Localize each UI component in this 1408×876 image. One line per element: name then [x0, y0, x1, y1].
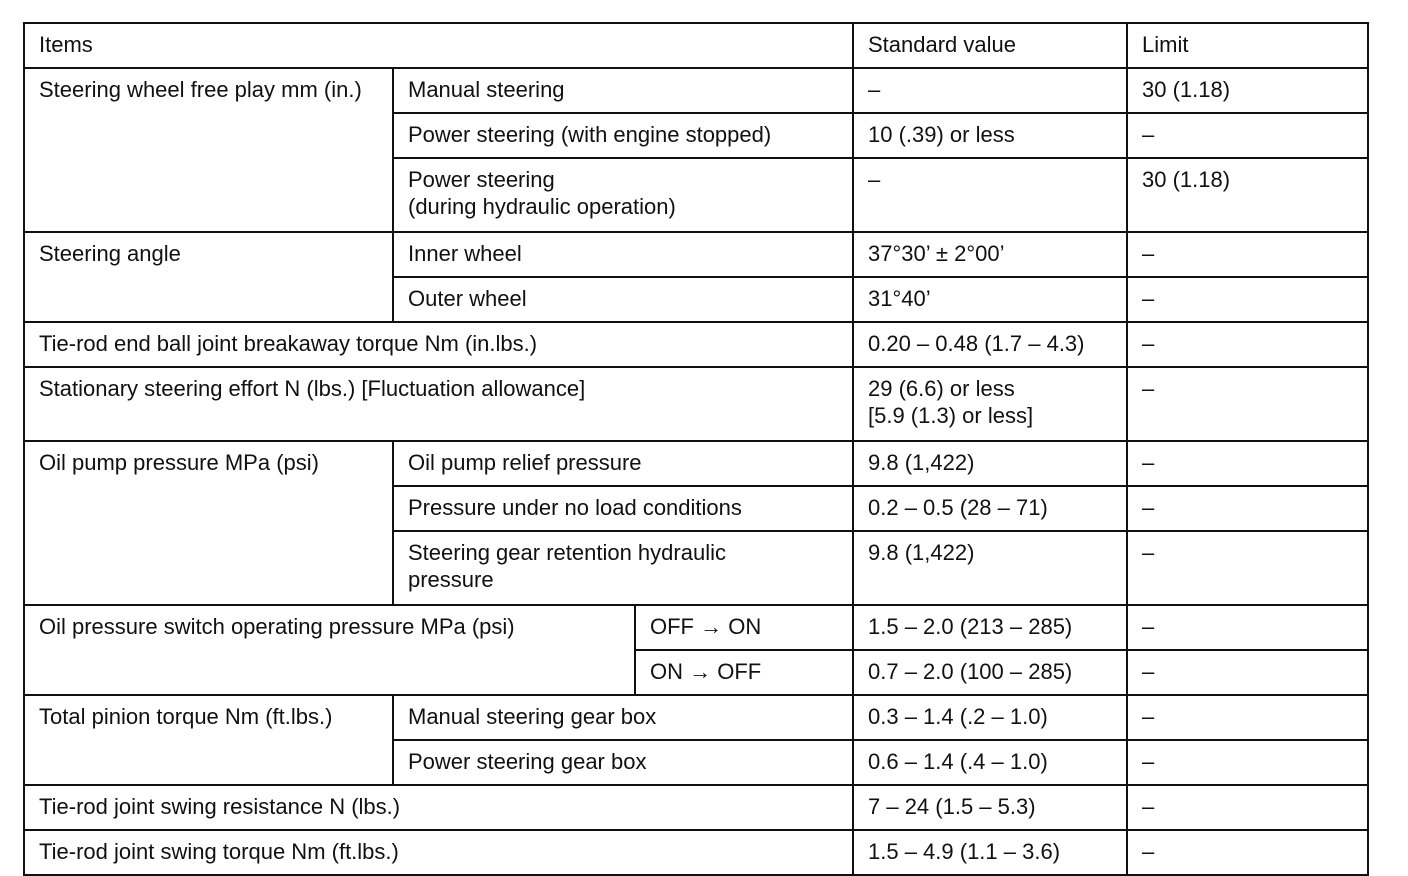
steering-angle-inner-item: Inner wheel — [393, 232, 853, 277]
oil-switch-on-off-limit: – — [1127, 650, 1368, 695]
free-play-manual-item: Manual steering — [393, 68, 853, 113]
swing-resistance-standard: 7 – 24 (1.5 – 5.3) — [853, 785, 1127, 830]
steering-angle-outer-standard: 31°40’ — [853, 277, 1127, 322]
oil-switch-label: Oil pressure switch operating pressure MPa (psi) — [24, 605, 635, 695]
pinion-torque-manual-limit: – — [1127, 695, 1368, 740]
tie-rod-end-standard: 0.20 – 0.48 (1.7 – 4.3) — [853, 322, 1127, 367]
oil-pump-retention-limit: – — [1127, 531, 1368, 605]
table-row — [24, 367, 1368, 441]
tie-rod-end-label: Tie-rod end ball joint breakaway torque Nm (in.lbs.) — [24, 322, 853, 367]
table-row — [24, 695, 1368, 740]
free-play-power-hydraulic-standard: – — [853, 158, 1127, 232]
stationary-effort-standard — [853, 367, 1127, 441]
header-items: Items — [24, 23, 853, 68]
oil-pump-retention-line1: Steering gear retention hydraulic — [408, 540, 726, 565]
oil-pump-retention-item — [393, 531, 853, 605]
table-row — [24, 605, 1368, 650]
pinion-torque-power-limit: – — [1127, 740, 1368, 785]
service-spec-table — [23, 22, 1369, 876]
steering-angle-inner-standard: 37°30’ ± 2°00’ — [853, 232, 1127, 277]
steering-angle-outer-item: Outer wheel — [393, 277, 853, 322]
free-play-power-hydraulic-item — [393, 158, 853, 232]
oil-pump-retention-line2: pressure — [408, 567, 494, 592]
table-row — [24, 830, 1368, 875]
swing-torque-limit: – — [1127, 830, 1368, 875]
free-play-label: Steering wheel free play mm (in.) — [24, 68, 393, 232]
oil-pump-relief-limit: – — [1127, 441, 1368, 486]
free-play-power-hydraulic-limit: 30 (1.18) — [1127, 158, 1368, 232]
table-row — [24, 785, 1368, 830]
oil-pump-relief-standard: 9.8 (1,422) — [853, 441, 1127, 486]
swing-resistance-label: Tie-rod joint swing resistance N (lbs.) — [24, 785, 853, 830]
oil-pump-no-load-standard: 0.2 – 0.5 (28 – 71) — [853, 486, 1127, 531]
free-play-manual-limit: 30 (1.18) — [1127, 68, 1368, 113]
table-row — [24, 322, 1368, 367]
oil-switch-off-on-limit: – — [1127, 605, 1368, 650]
free-play-power-stopped-item: Power steering (with engine stopped) — [393, 113, 853, 158]
free-play-power-stopped-standard: 10 (.39) or less — [853, 113, 1127, 158]
steering-angle-outer-limit: – — [1127, 277, 1368, 322]
oil-pump-label: Oil pump pressure MPa (psi) — [24, 441, 393, 605]
header-standard-value: Standard value — [853, 23, 1127, 68]
free-play-power-hydraulic-line2: (during hydraulic operation) — [408, 194, 676, 219]
oil-switch-off-on-standard: 1.5 – 2.0 (213 – 285) — [853, 605, 1127, 650]
tie-rod-end-limit: – — [1127, 322, 1368, 367]
table-row — [24, 441, 1368, 486]
swing-torque-label: Tie-rod joint swing torque Nm (ft.lbs.) — [24, 830, 853, 875]
free-play-manual-standard: – — [853, 68, 1127, 113]
swing-torque-standard: 1.5 – 4.9 (1.1 – 3.6) — [853, 830, 1127, 875]
header-limit: Limit — [1127, 23, 1368, 68]
table-header-row — [24, 23, 1368, 68]
stationary-effort-standard-line1: 29 (6.6) or less — [868, 376, 1015, 401]
pinion-torque-power-standard: 0.6 – 1.4 (.4 – 1.0) — [853, 740, 1127, 785]
oil-pump-relief-item: Oil pump relief pressure — [393, 441, 853, 486]
stationary-effort-standard-line2: [5.9 (1.3) or less] — [868, 403, 1034, 428]
free-play-power-stopped-limit: – — [1127, 113, 1368, 158]
table-row — [24, 68, 1368, 113]
oil-switch-off-on-item: OFF → ON — [635, 605, 853, 650]
swing-resistance-limit: – — [1127, 785, 1368, 830]
oil-pump-retention-standard: 9.8 (1,422) — [853, 531, 1127, 605]
oil-switch-on-off-item: ON → OFF — [635, 650, 853, 695]
stationary-effort-label: Stationary steering effort N (lbs.) [Fluctuation allowance] — [24, 367, 853, 441]
stationary-effort-limit: – — [1127, 367, 1368, 441]
oil-switch-on-off-standard: 0.7 – 2.0 (100 – 285) — [853, 650, 1127, 695]
table-row — [24, 232, 1368, 277]
pinion-torque-label: Total pinion torque Nm (ft.lbs.) — [24, 695, 393, 785]
steering-angle-inner-limit: – — [1127, 232, 1368, 277]
oil-pump-no-load-limit: – — [1127, 486, 1368, 531]
oil-pump-no-load-item: Pressure under no load conditions — [393, 486, 853, 531]
free-play-power-hydraulic-line1: Power steering — [408, 167, 555, 192]
pinion-torque-power-item: Power steering gear box — [393, 740, 853, 785]
steering-angle-label: Steering angle — [24, 232, 393, 322]
pinion-torque-manual-item: Manual steering gear box — [393, 695, 853, 740]
pinion-torque-manual-standard: 0.3 – 1.4 (.2 – 1.0) — [853, 695, 1127, 740]
